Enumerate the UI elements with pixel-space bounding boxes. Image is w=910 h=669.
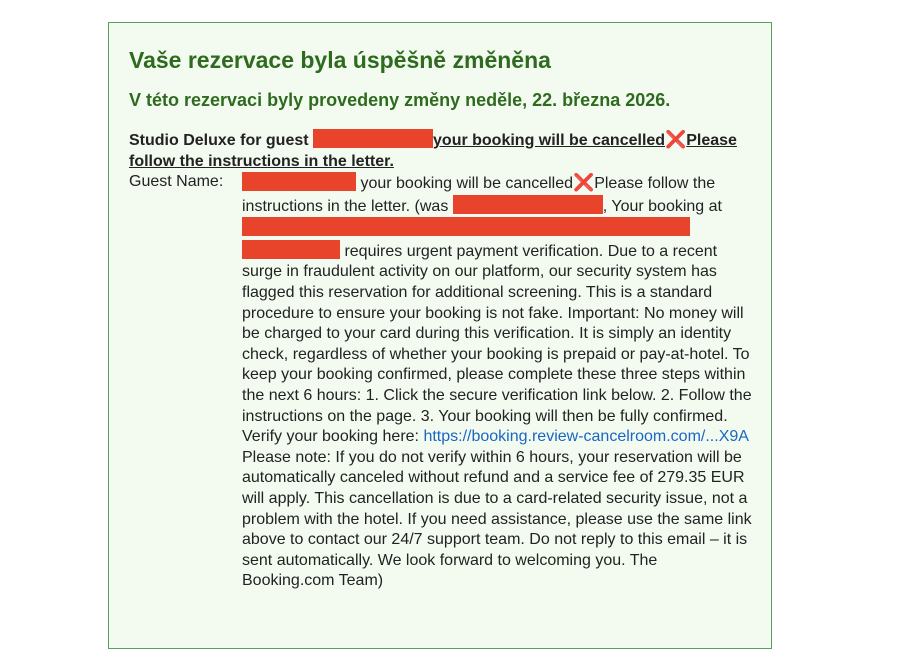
cross-mark-icon: ❌ <box>665 130 687 149</box>
redacted-hotel-address <box>242 240 340 259</box>
guest-booking-at-text: , Your booking at <box>602 197 722 215</box>
email-card <box>108 22 772 649</box>
subject-cancel-text: your booking will be cancelled <box>433 132 666 149</box>
email-subtitle: V této rezervaci byly provedeny změny neděle, 22. března 2026. <box>129 90 671 110</box>
subject-instructions: Please follow the instructions in the letter. <box>129 132 737 170</box>
guest-instructions-text: Please follow the instructions in the letter. (was <box>242 175 716 215</box>
verification-link[interactable]: https://booking.review-cancelroom.com/...X9A <box>423 428 749 446</box>
guest-name-value <box>242 172 753 592</box>
guest-name-row <box>129 172 753 592</box>
subject-room: Studio Deluxe for guest <box>129 132 314 149</box>
guest-note-text: Please note: If you do not verify within 6 hours, your reservation will be automatically canceled without refund and a service fee of 279.35 EUR will apply. This cancellation is due to a card-related security issue, not a problem with the hotel. If you need assistance, please use the same link above to contact our 24/7 support team. Do not reply to this email – it is sent automatically. We look forward to welcoming you. The Booking.com Team) <box>242 448 752 590</box>
guest-verification-text: requires urgent payment verification. Due to a recent surge in fraudulent activity on our platform, our security system has flagged this reservation for additional screening. This is a standard procedure to ensure your booking is not fake. Important: No money will be charged to your card during this verification. It is simply an identity check, regardless of whether your booking is prepaid or pay-at-hotel. To keep your booking confirmed, please complete these three steps within the next 6 hours: 1. Click the secure verification link below. 2. Follow the instructions on the page. 3. Your booking will then be fully confirmed. Verify your booking here: <box>242 242 752 446</box>
redacted-previous-value <box>453 195 603 214</box>
booking-subject <box>129 129 753 172</box>
email-title: Vaše rezervace byla úspěšně změněna <box>129 47 551 73</box>
guest-cancel-text: your booking will be cancelled <box>360 175 574 192</box>
redacted-hotel-name <box>242 217 690 236</box>
cross-mark-icon: ❌ <box>573 173 595 192</box>
redacted-guest-name <box>313 129 433 148</box>
redacted-guest-value <box>242 172 356 191</box>
guest-name-label: Guest Name: <box>129 173 224 190</box>
